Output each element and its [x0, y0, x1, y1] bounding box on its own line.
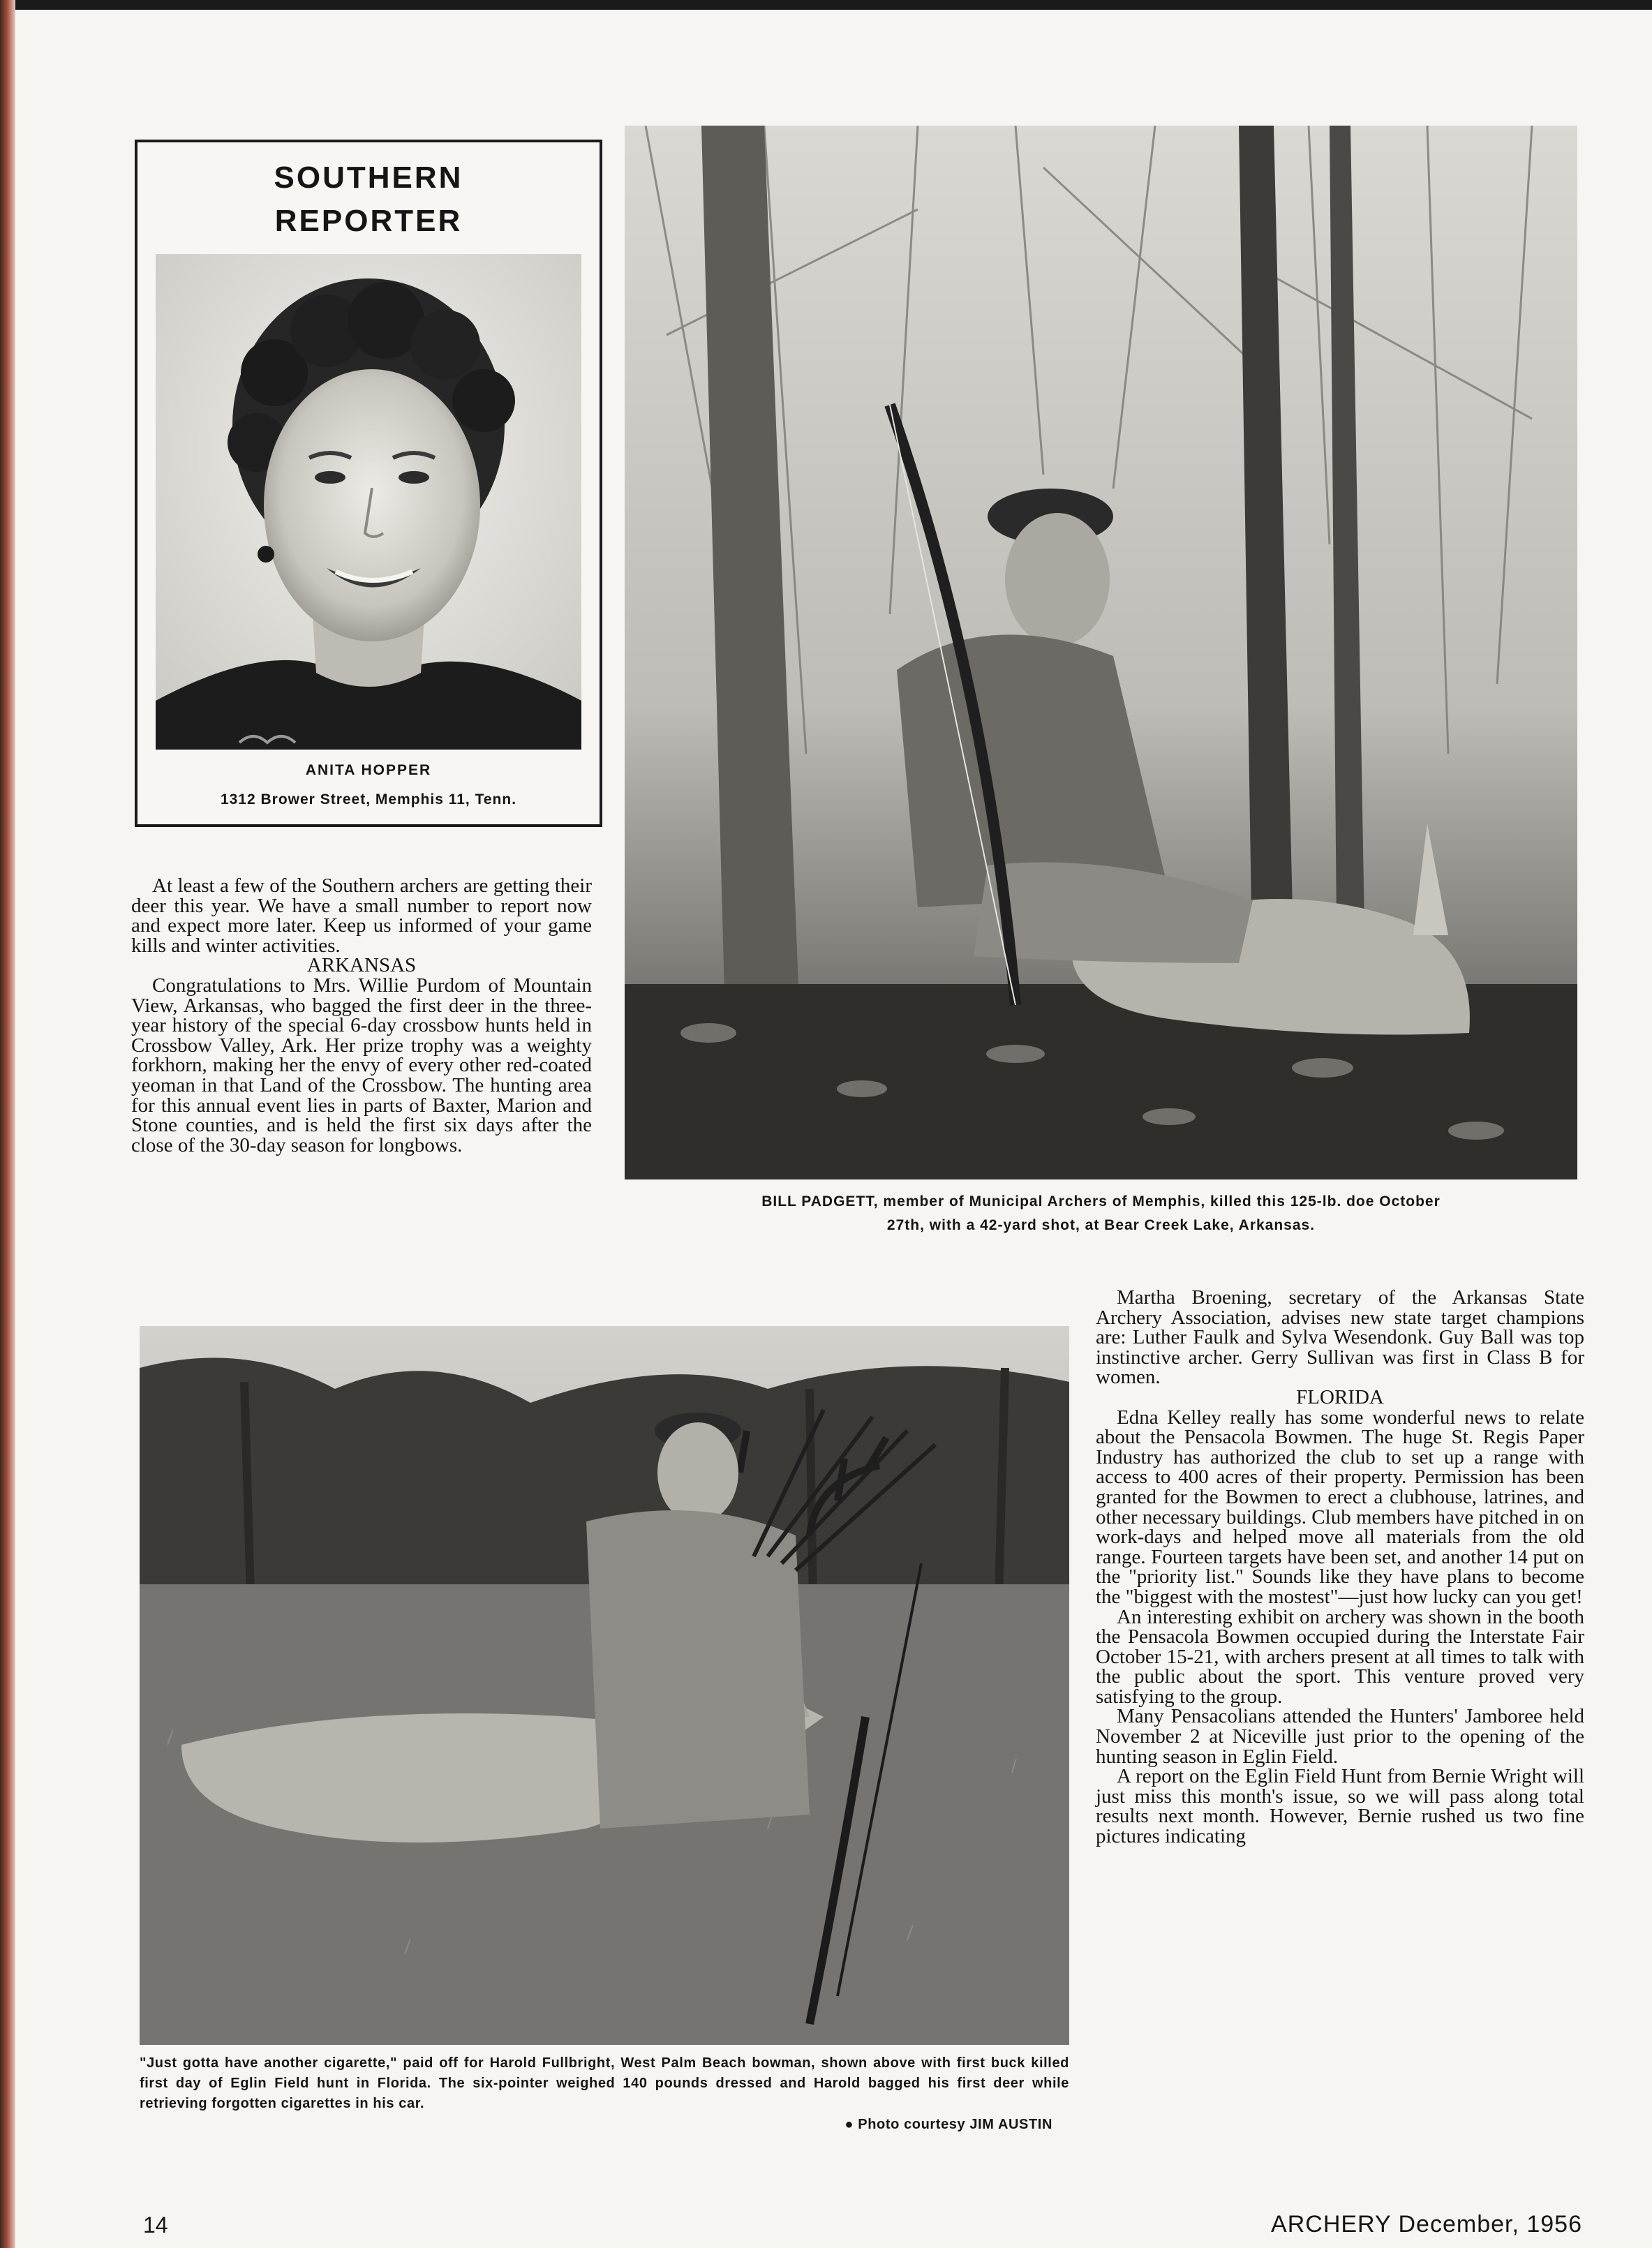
- top-photo-caption-line1: BILL PADGETT, member of Municipal Archers of Memphis, killed this 125-lb. doe October: [761, 1193, 1441, 1209]
- intro-paragraph: At least a few of the Southern archers are getting their deer this year. We have a small number to report now and expect more later. Keep us informed of your game kills and winter activities.: [131, 874, 592, 957]
- reporter-address: 1312 Brower Street, Memphis 11, Tenn.: [220, 791, 517, 807]
- top-photo-caption: [625, 1190, 1577, 1237]
- reporter-box: [135, 140, 602, 827]
- reporter-heading: [137, 156, 600, 243]
- arkansas-association-paragraph: Martha Broening, secretary of the Arkansas State Archery Association, advises new state target champions are: Luther Faulk and Sylva Wesendonk. Guy Ball was top instinctive archer. Gerry Sullivan was first in Class B for women.: [1096, 1286, 1584, 1389]
- reporter-title-line1: SOUTHERN: [274, 161, 463, 195]
- reporter-title-line2: REPORTER: [274, 204, 463, 238]
- bottom-photo-caption: [140, 2053, 1069, 2132]
- archer-with-buck-photo: [140, 1326, 1069, 2045]
- page-number: 14: [143, 2212, 168, 2238]
- eglin-field-paragraph: A report on the Eglin Field Hunt from Bernie Wright will just miss this month's issue, so we will pass along total results next month. However, Bernie rushed us two fine pictures indicating: [1096, 1765, 1584, 1848]
- top-photo-caption-line2: 27th, with a 42-yard shot, at Bear Creek Lake, Arkansas.: [886, 1217, 1316, 1233]
- reporter-portrait: [156, 254, 581, 750]
- section-heading-florida: FLORIDA: [1296, 1385, 1384, 1408]
- pensacola-bowmen-paragraph: Edna Kelley really has some wonderful news to relate about the Pensacola Bowmen. The huge St. Regis Paper Industry has authorized the club to set up a range with access to 400 acres of their property. Permission has been granted for the Bowmen to erect a clubhouse, latrines, and other necessary buildings. Club members have pitched in on work-days and helped move all materials from the old range. Fourteen targets have been set, and another 14 put on the "priority list." Sounds like they have plans to become the "biggest with the mostest"—just how lucky can you get!: [1096, 1406, 1584, 1608]
- hunters-jamboree-paragraph: Many Pensacolians attended the Hunters' Jamboree held November 2 at Niceville just prior to the opening of the hunting season in Eglin Field.: [1096, 1705, 1584, 1768]
- bottom-photo-caption-text: "Just gotta have another cigarette," paid off for Harold Fullbright, West Palm Beach bowman, shown above with first buck killed first day of Eglin Field hunt in Florida. The six-pointer weighed 140 pounds dressed and Harold bagged his first deer while retrieving forgotten cigarettes in his car.: [140, 2055, 1069, 2111]
- magazine-footer: ARCHERY December, 1956: [1271, 2211, 1582, 2238]
- archer-with-doe-photo: [625, 126, 1577, 1179]
- arkansas-paragraph: Congratulations to Mrs. Willie Purdom of Mountain View, Arkansas, who bagged the first deer in the three-year history of the special 6-day crossbow hunts held in Crossbow Valley, Ark. Her prize trophy was a weighty forkhorn, making her the envy of every other red-coated yeoman in that Land of the Crossbow. The hunting area for this annual event lies in parts of Baxter, Marion and Stone counties, and is held the first six days after the close of the 30-day season for longbows.: [131, 974, 592, 1156]
- photo-credit: ● Photo courtesy JIM AUSTIN: [844, 2117, 1052, 2132]
- section-heading-arkansas: ARKANSAS: [306, 954, 417, 977]
- interstate-fair-paragraph: An interesting exhibit on archery was shown in the booth the Pensacola Bowmen occupied during the Interstate Fair October 15-21, with archers present at all times to talk with the public about the sport. This venture proved very satisfying to the group.: [1096, 1605, 1584, 1708]
- column-left: [131, 876, 592, 1155]
- page-spine: [0, 0, 15, 2248]
- top-edge: [0, 0, 1652, 10]
- column-right: [1096, 1288, 1584, 1847]
- reporter-name: ANITA HOPPER: [305, 762, 432, 778]
